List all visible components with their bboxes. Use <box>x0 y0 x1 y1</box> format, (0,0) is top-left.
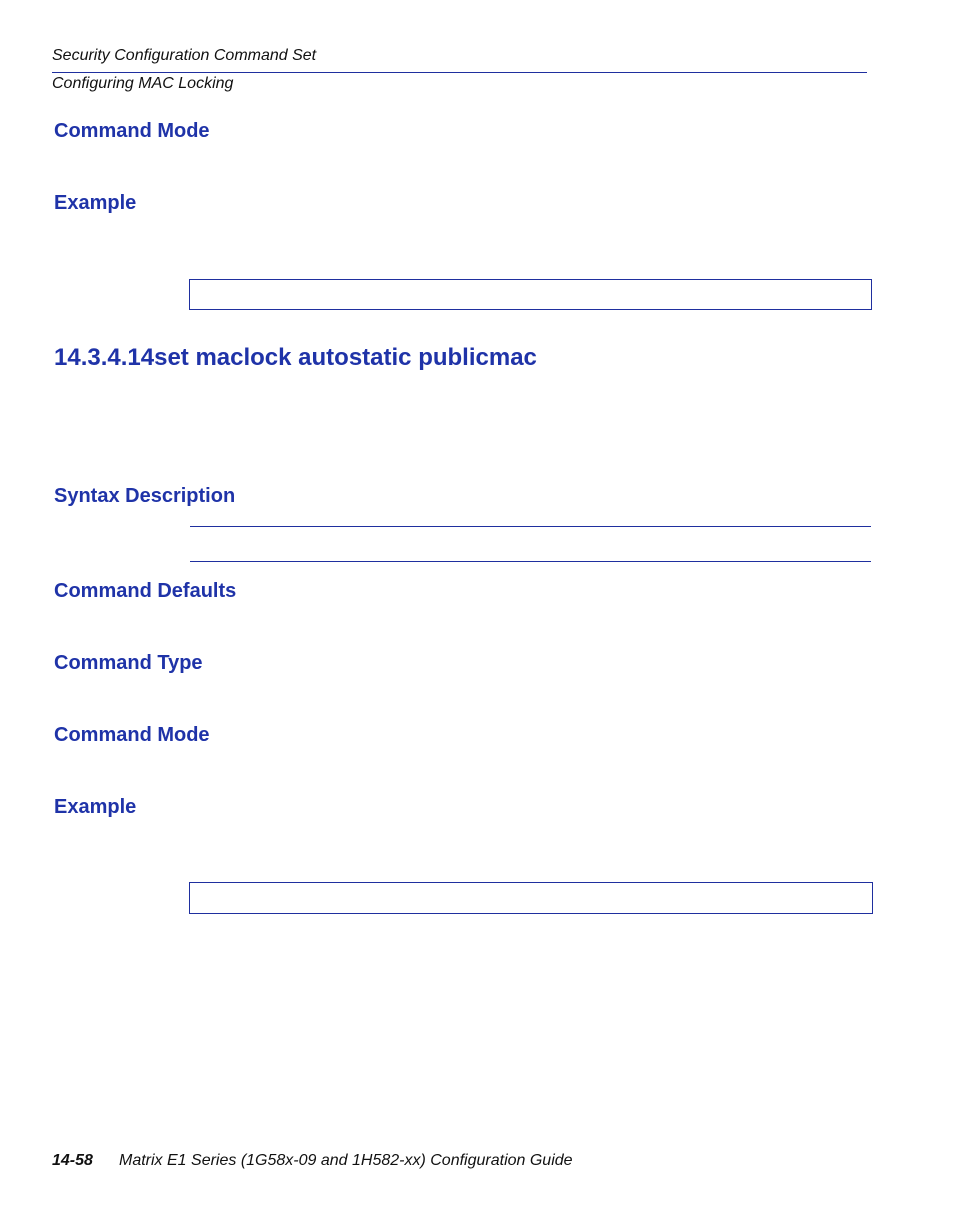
heading-syntax-description: Syntax Description <box>54 485 236 507</box>
example-code-box <box>189 279 872 310</box>
running-header-chapter: Security Configuration Command Set <box>52 47 317 64</box>
syntax-table-bottom-rule <box>190 561 871 562</box>
heading-example-2: Example <box>54 796 137 818</box>
command-heading: 14.3.4.14set maclock autostatic publicmac <box>54 344 537 371</box>
running-header-section: Configuring MAC Locking <box>52 75 234 92</box>
header-rule <box>52 72 867 73</box>
guide-title: Matrix E1 Series (1G58x-09 and 1H582-xx) Configuration Guide <box>119 1152 573 1169</box>
heading-command-mode: Command Mode <box>54 120 210 142</box>
heading-command-defaults: Command Defaults <box>54 580 237 602</box>
page-number: 14-58 <box>52 1152 93 1169</box>
heading-command-type: Command Type <box>54 652 203 674</box>
syntax-table-top-rule <box>190 526 871 527</box>
example-code-box-2 <box>189 882 873 914</box>
heading-example: Example <box>54 192 137 214</box>
heading-command-mode-2: Command Mode <box>54 724 210 746</box>
